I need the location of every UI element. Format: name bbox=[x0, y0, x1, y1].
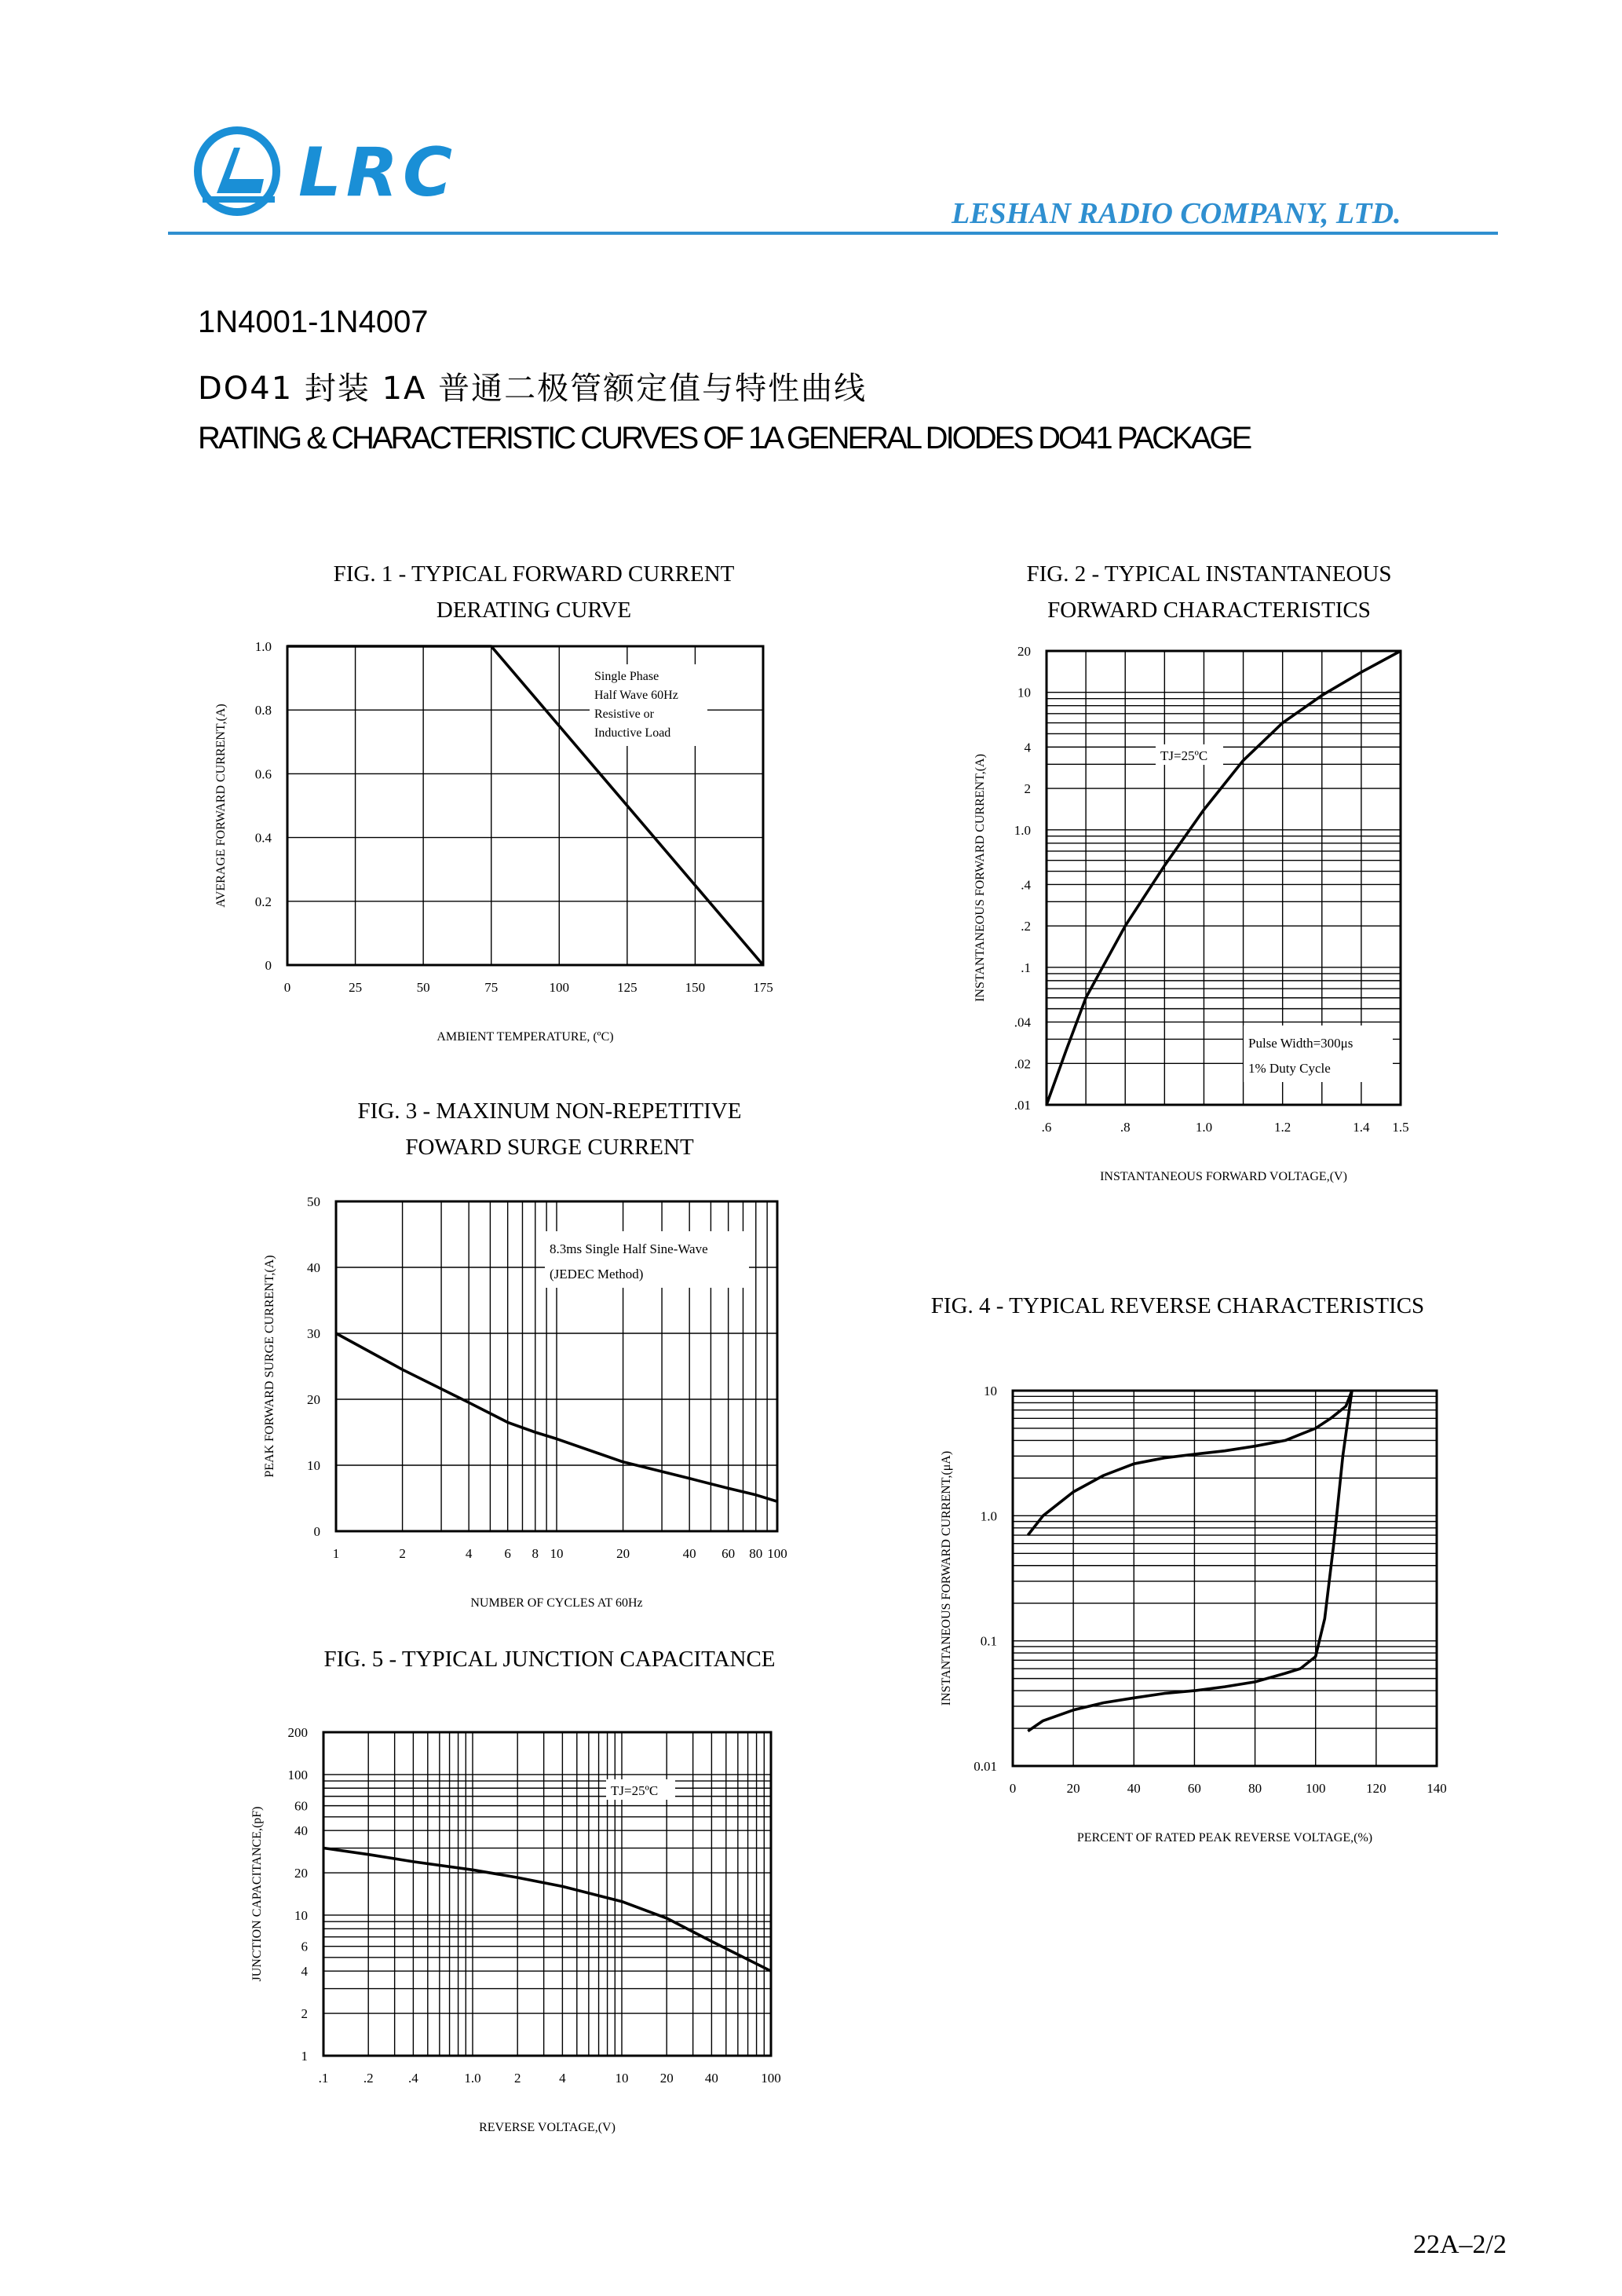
x-tick-label: 175 bbox=[753, 980, 773, 995]
x-tick-label: .2 bbox=[363, 2071, 374, 2086]
y-tick-label: 2 bbox=[301, 2006, 308, 2022]
x-tick-label: 20 bbox=[616, 1546, 630, 1561]
x-tick-label: 20 bbox=[659, 2071, 674, 2086]
y-tick-label: 20 bbox=[294, 1866, 308, 1881]
x-tick-label: 0 bbox=[1009, 1781, 1017, 1796]
y-tick-label: 4 bbox=[301, 1964, 308, 1980]
y-tick-label: 10 bbox=[1017, 685, 1031, 700]
y-tick-label: 60 bbox=[294, 1798, 308, 1814]
x-tick-label: 10 bbox=[615, 2071, 629, 2086]
x-tick-label: .4 bbox=[408, 2071, 418, 2086]
y-tick-label: 0.8 bbox=[254, 703, 272, 718]
fig1-chart bbox=[214, 639, 773, 1044]
fig5-tj-annotation: TJ=25ºC bbox=[611, 1783, 659, 1798]
logo-text: LRC bbox=[298, 133, 458, 212]
x-tick-label: 20 bbox=[1066, 1781, 1080, 1796]
x-tick-label: 140 bbox=[1427, 1781, 1447, 1796]
x-tick-label: .6 bbox=[1041, 1120, 1052, 1135]
x-tick-label: 100 bbox=[549, 980, 570, 995]
x-tick-label: 1 bbox=[332, 1546, 340, 1561]
title-chinese: DO41 封装 1A 普通二极管额定值与特性曲线 bbox=[198, 371, 868, 407]
x-tick-label: 125 bbox=[617, 980, 637, 995]
x-tick-label: 100 bbox=[767, 1546, 787, 1561]
y-tick-label: 10 bbox=[294, 1907, 308, 1923]
y-tick-label: 40 bbox=[294, 1823, 308, 1839]
y-tick-label: 0.01 bbox=[974, 1759, 997, 1774]
x-tick-label: 150 bbox=[685, 980, 706, 995]
fig2-tj-annotation: TJ=25ºC bbox=[1160, 748, 1208, 763]
y-tick-label: 1.0 bbox=[980, 1508, 997, 1524]
x-tick-label: 10 bbox=[550, 1546, 564, 1561]
y-tick-label: 1 bbox=[301, 2049, 308, 2064]
x-tick-label: 80 bbox=[749, 1546, 763, 1561]
fig5-grid bbox=[323, 1732, 771, 2056]
y-tick-label: 30 bbox=[307, 1326, 320, 1341]
fig3-chart bbox=[263, 1194, 787, 1610]
fig5-xlabel: REVERSE VOLTAGE,(V) bbox=[479, 2121, 616, 2134]
y-tick-label: 1.0 bbox=[1014, 822, 1031, 838]
y-tick-label: 2 bbox=[1024, 781, 1031, 797]
x-tick-label: 1.4 bbox=[1353, 1120, 1370, 1135]
y-tick-label: .01 bbox=[1014, 1098, 1031, 1113]
y-tick-label: .04 bbox=[1014, 1015, 1031, 1030]
y-tick-label: 100 bbox=[287, 1767, 308, 1782]
x-tick-label: 1.0 bbox=[1195, 1120, 1213, 1135]
x-tick-label: 1.0 bbox=[464, 2071, 481, 2086]
y-tick-label: 200 bbox=[287, 1725, 308, 1740]
fig2-title-line-1: FIG. 2 - TYPICAL INSTANTANEOUS bbox=[1026, 561, 1392, 587]
fig4-series-line bbox=[1028, 1391, 1352, 1535]
fig1-annotation-line: Inductive Load bbox=[594, 726, 671, 740]
fig1-annotation-line: Single Phase bbox=[594, 670, 659, 683]
fig1-annotation-line: Half Wave 60Hz bbox=[594, 689, 678, 702]
x-tick-label: 40 bbox=[704, 2071, 718, 2086]
x-tick-label: 60 bbox=[1187, 1781, 1201, 1796]
y-tick-label: .1 bbox=[1021, 960, 1031, 975]
x-tick-label: 4 bbox=[559, 2071, 566, 2086]
fig1-annotation-line: Resistive or bbox=[594, 707, 654, 721]
fig1-title-line-1: FIG. 1 - TYPICAL FORWARD CURRENT bbox=[333, 561, 735, 587]
x-tick-label: 100 bbox=[1305, 1781, 1326, 1796]
y-tick-label: 0.1 bbox=[980, 1633, 997, 1649]
x-tick-label: 120 bbox=[1366, 1781, 1386, 1796]
y-tick-label: .4 bbox=[1021, 877, 1031, 893]
x-tick-label: 40 bbox=[1127, 1781, 1141, 1796]
x-tick-label: 100 bbox=[761, 2071, 781, 2086]
x-tick-label: .8 bbox=[1120, 1120, 1131, 1135]
y-tick-label: 0.4 bbox=[254, 830, 272, 846]
page-code: 22A–2/2 bbox=[1413, 2230, 1507, 2259]
y-tick-label: 40 bbox=[307, 1260, 320, 1275]
y-tick-label: 0 bbox=[313, 1524, 320, 1539]
x-tick-label: 6 bbox=[504, 1546, 511, 1561]
fig3-xlabel: NUMBER OF CYCLES AT 60Hz bbox=[470, 1596, 643, 1610]
x-tick-label: 60 bbox=[721, 1546, 736, 1561]
x-tick-label: 75 bbox=[484, 980, 499, 995]
fig3-title-line-1: FIG. 3 - MAXINUM NON-REPETITIVE bbox=[357, 1099, 742, 1124]
fig1-title-line-2: DERATING CURVE bbox=[436, 598, 632, 623]
y-tick-label: 0.6 bbox=[254, 766, 272, 782]
fig1-xlabel: AMBIENT TEMPERATURE, (ºC) bbox=[437, 1030, 614, 1044]
y-tick-label: 10 bbox=[984, 1384, 997, 1398]
x-tick-label: .1 bbox=[318, 2071, 329, 2086]
fig4-series-line bbox=[1028, 1391, 1352, 1731]
company-name: LESHAN RADIO COMPANY, LTD. bbox=[952, 197, 1401, 230]
fig2-chart bbox=[974, 644, 1409, 1183]
fig3-annotation-line: (JEDEC Method) bbox=[550, 1267, 644, 1281]
fig5-chart bbox=[250, 1725, 781, 2134]
x-tick-label: 25 bbox=[349, 980, 363, 995]
y-tick-label: 0 bbox=[265, 958, 272, 973]
part-number: 1N4001-1N4007 bbox=[198, 305, 429, 339]
fig2-pulse-annotation-line: 1% Duty Cycle bbox=[1248, 1061, 1331, 1076]
fig4-title-line-1: FIG. 4 - TYPICAL REVERSE CHARACTERISTICS bbox=[930, 1293, 1425, 1318]
fig2-pulse-annotation-line: Pulse Width=300μs bbox=[1248, 1036, 1353, 1051]
x-tick-label: 40 bbox=[682, 1546, 696, 1561]
title-english: RATING & CHARACTERISTIC CURVES OF 1A GENERAL DIODES DO41 PACKAGE bbox=[198, 421, 1251, 455]
y-tick-label: 4 bbox=[1024, 740, 1031, 755]
y-tick-label: 10 bbox=[307, 1458, 320, 1473]
fig2-xlabel: INSTANTANEOUS FORWARD VOLTAGE,(V) bbox=[1100, 1170, 1347, 1183]
fig3-title-line-2: FOWARD SURGE CURRENT bbox=[405, 1135, 694, 1160]
x-tick-label: 8 bbox=[532, 1546, 539, 1561]
x-tick-label: 2 bbox=[513, 2071, 521, 2086]
fig3-annotation-line: 8.3ms Single Half Sine-Wave bbox=[550, 1241, 708, 1256]
x-tick-label: 1.5 bbox=[1392, 1120, 1409, 1135]
y-tick-label: 50 bbox=[307, 1194, 320, 1209]
y-tick-label: 20 bbox=[307, 1392, 320, 1407]
y-tick-label: .02 bbox=[1014, 1056, 1031, 1072]
fig4-xlabel: PERCENT OF RATED PEAK REVERSE VOLTAGE,(%) bbox=[1076, 1831, 1373, 1844]
x-tick-label: 50 bbox=[416, 980, 430, 995]
y-tick-label: 1.0 bbox=[254, 639, 272, 654]
fig4-ylabel: INSTANTANEOUS FORWARD CURRENT,(μA) bbox=[940, 1450, 953, 1706]
fig4-chart bbox=[940, 1384, 1447, 1844]
fig3-ylabel: PEAK FORWARD SURGE CURRENT,(A) bbox=[263, 1255, 276, 1478]
y-tick-label: 20 bbox=[1017, 644, 1031, 659]
x-tick-label: 2 bbox=[399, 1546, 406, 1561]
x-tick-label: 1.2 bbox=[1274, 1120, 1291, 1135]
fig2-ylabel: INSTANTANEOUS FORWARD CURRENT,(A) bbox=[974, 754, 987, 1002]
fig1-ylabel: AVERAGE FORWARD CURRENT,(A) bbox=[214, 704, 228, 908]
y-tick-label: .2 bbox=[1021, 919, 1031, 934]
fig5-ylabel: JUNCTION CAPACITANCE,(pF) bbox=[250, 1806, 264, 1982]
fig5-title-line-1: FIG. 5 - TYPICAL JUNCTION CAPACITANCE bbox=[323, 1647, 776, 1672]
y-tick-label: 6 bbox=[301, 1939, 308, 1954]
fig2-title-line-2: FORWARD CHARACTERISTICS bbox=[1047, 598, 1371, 623]
x-tick-label: 0 bbox=[283, 980, 291, 995]
x-tick-label: 4 bbox=[465, 1546, 473, 1561]
y-tick-label: 0.2 bbox=[254, 894, 272, 909]
fig5-series-line bbox=[323, 1848, 771, 1972]
x-tick-label: 80 bbox=[1248, 1781, 1262, 1796]
